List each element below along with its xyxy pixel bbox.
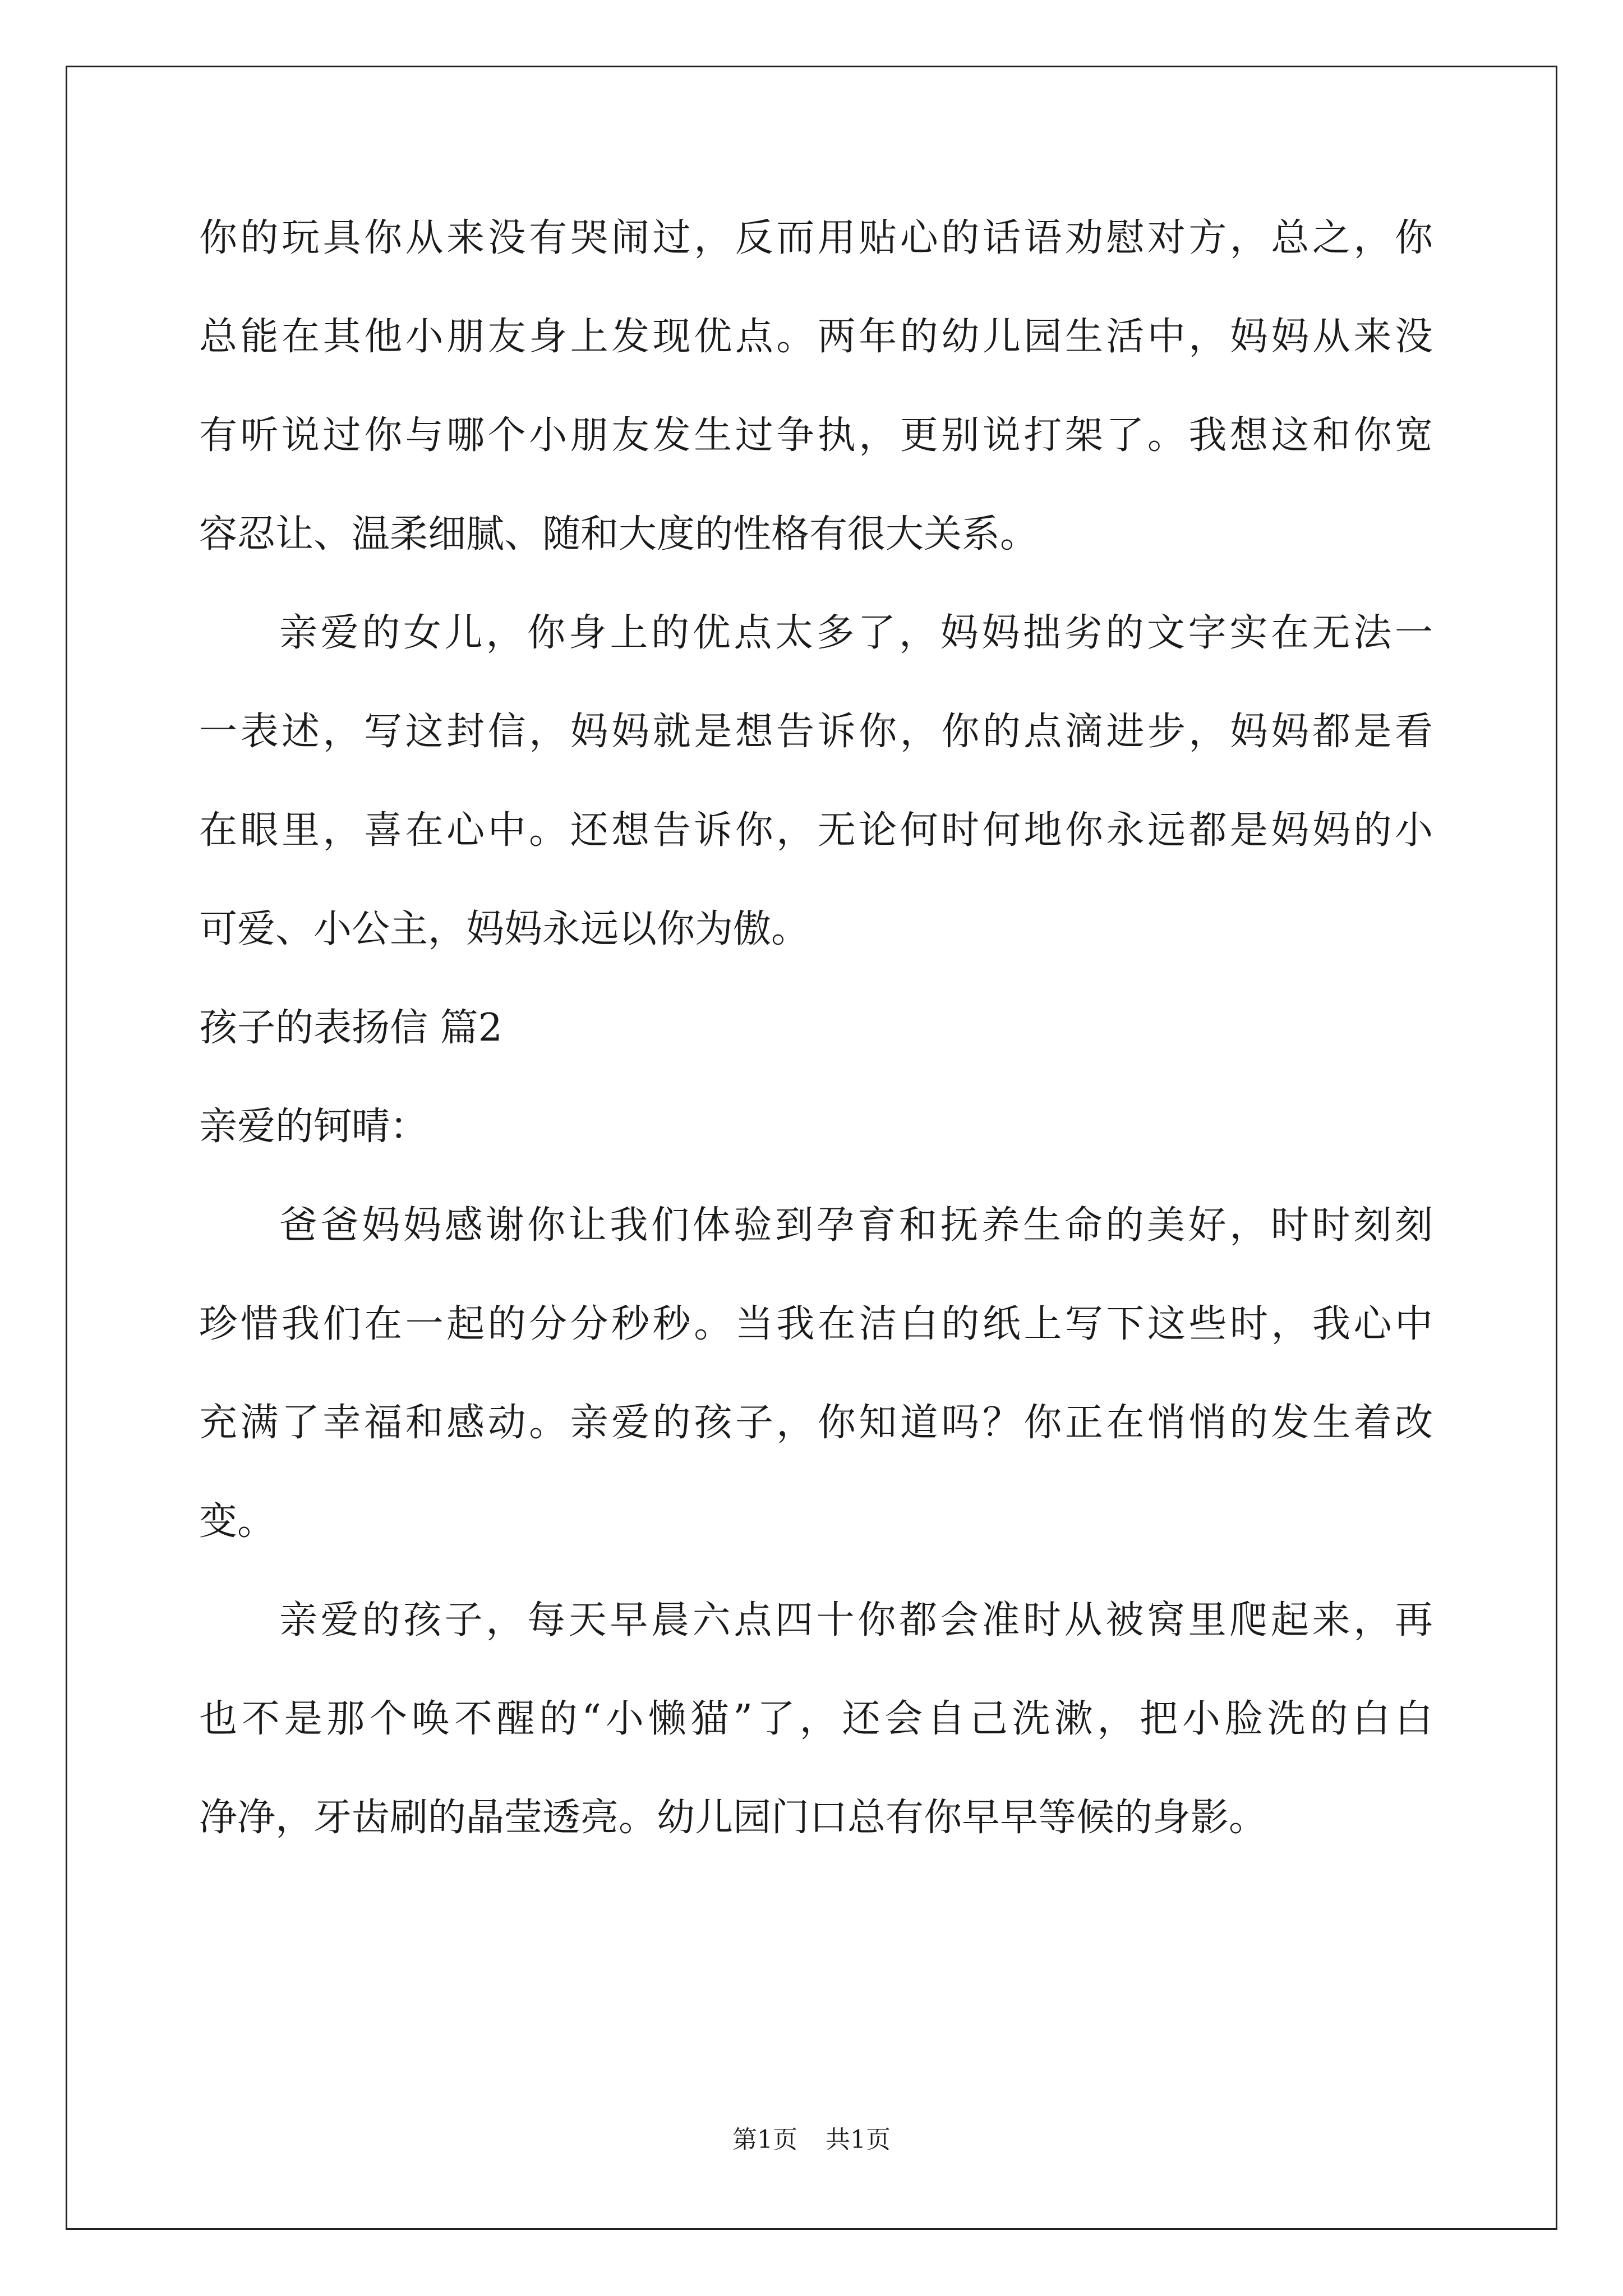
text-line: 珍惜我们在一起的分分秒秒。当我在洁白的纸上写下这些时，我心中 [199, 1302, 1433, 1346]
paragraph-start-line: 爸爸妈妈感谢你让我们体验到孕育和抚养生命的美好，时时刻刻 [279, 1203, 1433, 1248]
text-line: 容忍让、温柔细腻、随和大度的性格有很大关系。 [199, 512, 1039, 556]
text-line: 在眼里，喜在心中。还想告诉你，无论何时何地你永远都是妈妈的小 [199, 808, 1433, 853]
paragraph-start-line: 亲爱的孩子，每天早晨六点四十你都会准时从被窝里爬起来，再 [279, 1598, 1433, 1642]
text-line: 可爱、小公主，妈妈永远以你为傲。 [199, 907, 810, 951]
page-number-total: 共1页 [826, 2125, 891, 2154]
salutation: 亲爱的钶晴： [199, 1105, 428, 1149]
text-line: 变。 [199, 1499, 276, 1544]
section-heading: 孩子的表扬信 篇2 [199, 1006, 502, 1050]
page-number-current: 第1页 [732, 2125, 797, 2154]
text-line: 一表述，写这封信，妈妈就是想告诉你，你的点滴进步，妈妈都是看 [199, 710, 1433, 754]
text-line: 净净，牙齿刷的晶莹透亮。幼儿园门口总有你早早等候的身影。 [199, 1796, 1267, 1840]
paragraph-start-line: 亲爱的女儿，你身上的优点太多了，妈妈拙劣的文字实在无法一 [279, 611, 1433, 655]
text-line: 总能在其他小朋友身上发现优点。两年的幼儿园生活中，妈妈从来没 [199, 315, 1433, 359]
text-line: 你的玩具你从来没有哭闹过，反而用贴心的话语劝慰对方，总之，你 [199, 216, 1433, 260]
page-footer [0, 2123, 1623, 2157]
text-line: 也不是那个唤不醒的“小懒猫”了，还会自己洗漱，把小脸洗的白白 [199, 1697, 1433, 1741]
text-line: 充满了幸福和感动。亲爱的孩子，你知道吗？你正在悄悄的发生着改 [199, 1401, 1433, 1445]
text-line: 有听说过你与哪个小朋友发生过争执，更别说打架了。我想这和你宽 [199, 413, 1433, 458]
